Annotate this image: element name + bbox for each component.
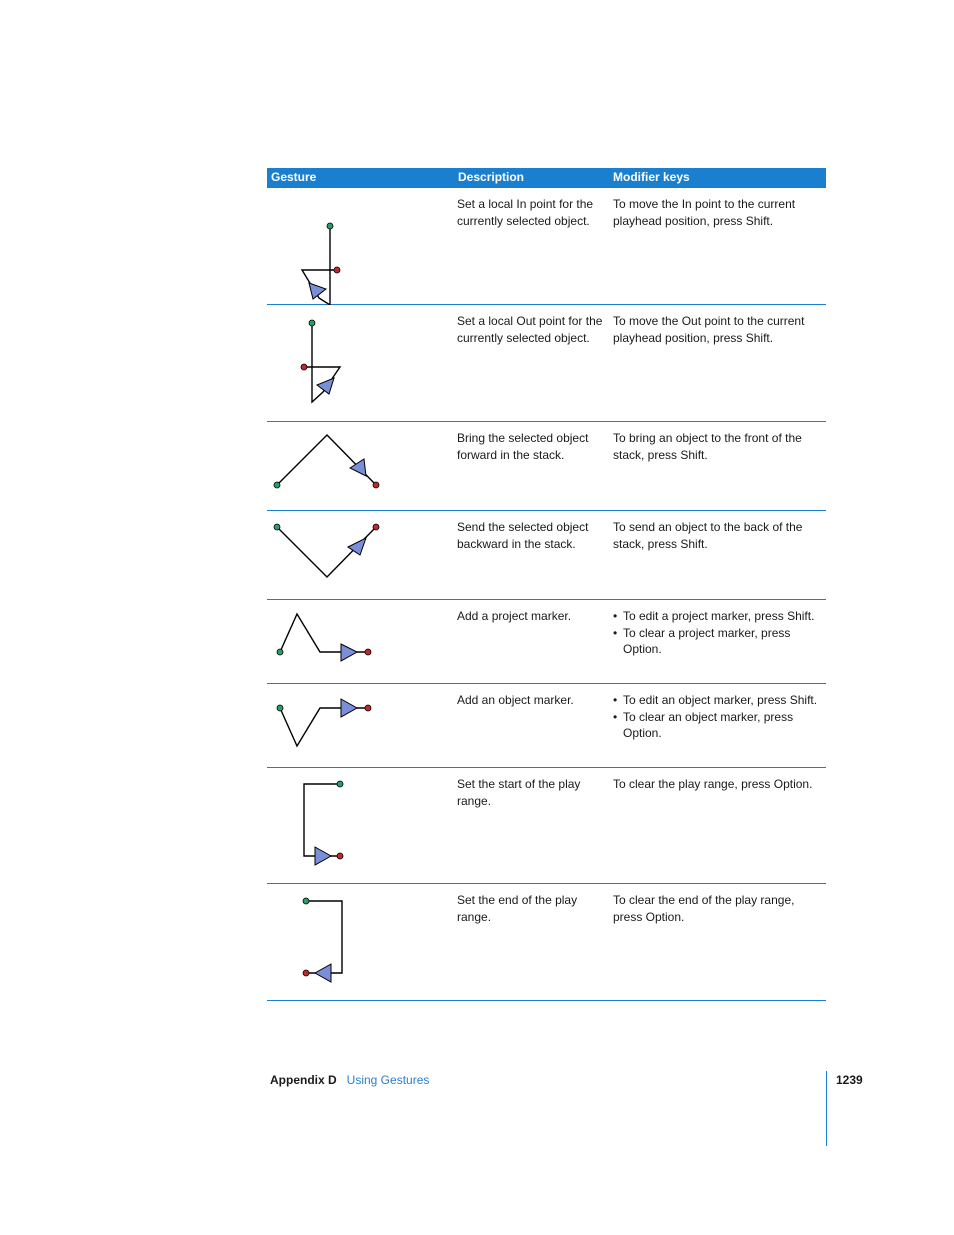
description-cell: Send the selected object backward in the stack. [457,520,589,551]
table-row [267,768,826,884]
table-row [267,305,826,422]
description-cell: Add an object marker. [457,693,574,707]
description-cell: Set a local In point for the currently selected object. [457,197,594,228]
set-play-range-start-gesture-icon [267,768,452,889]
list-item: • To clear an object marker, press Option. [613,709,826,742]
header-modifier-keys: Modifier keys [613,170,690,184]
set-local-in-point-gesture-icon [267,188,452,310]
table-row [267,600,826,684]
modifier-cell: To bring an object to the front of the stack, press Shift. [613,431,802,462]
header-description: Description [458,170,525,184]
add-object-marker-gesture-icon [267,684,452,773]
footer-divider [826,1071,827,1146]
header-gesture: Gesture [271,170,317,184]
appendix-label: Appendix D [270,1073,337,1087]
description-cell: Set the end of the play range. [457,893,578,924]
modifier-cell: To move the Out point to the current playhead position, press Shift. [613,314,805,345]
send-backward-gesture-icon [267,511,452,605]
set-play-range-end-gesture-icon [267,884,452,1006]
table-row [267,684,826,768]
table-row [267,422,826,511]
list-item: • To edit a project marker, press Shift. [613,608,826,625]
page-number: 1239 [836,1073,863,1087]
description-cell: Bring the selected object forward in the stack. [457,431,589,462]
modifier-cell: To clear the end of the play range, press Option. [613,893,795,924]
add-project-marker-gesture-icon [267,600,452,689]
table-header [267,168,826,188]
set-local-out-point-gesture-icon [267,305,452,427]
modifier-cell: To move the In point to the current playhead position, press Shift. [613,197,796,228]
modifier-cell: To send an object to the back of the stack, press Shift. [613,520,803,551]
gestures-table [267,168,826,1001]
list-item: • To edit an object marker, press Shift. [613,692,826,709]
page-footer [270,1073,429,1087]
description-cell: Add a project marker. [457,609,572,623]
description-cell: Set a local Out point for the currently selected object. [457,314,603,345]
description-cell: Set the start of the play range. [457,777,581,808]
modifier-list [613,608,826,658]
modifier-cell: To clear the play range, press Option. [613,777,813,791]
table-row [267,511,826,600]
bring-forward-gesture-icon [267,422,452,516]
table-row [267,884,826,1001]
list-item: • To clear a project marker, press Option. [613,625,826,658]
section-link[interactable]: Using Gestures [346,1073,430,1087]
modifier-list [613,692,826,742]
table-row [267,188,826,305]
